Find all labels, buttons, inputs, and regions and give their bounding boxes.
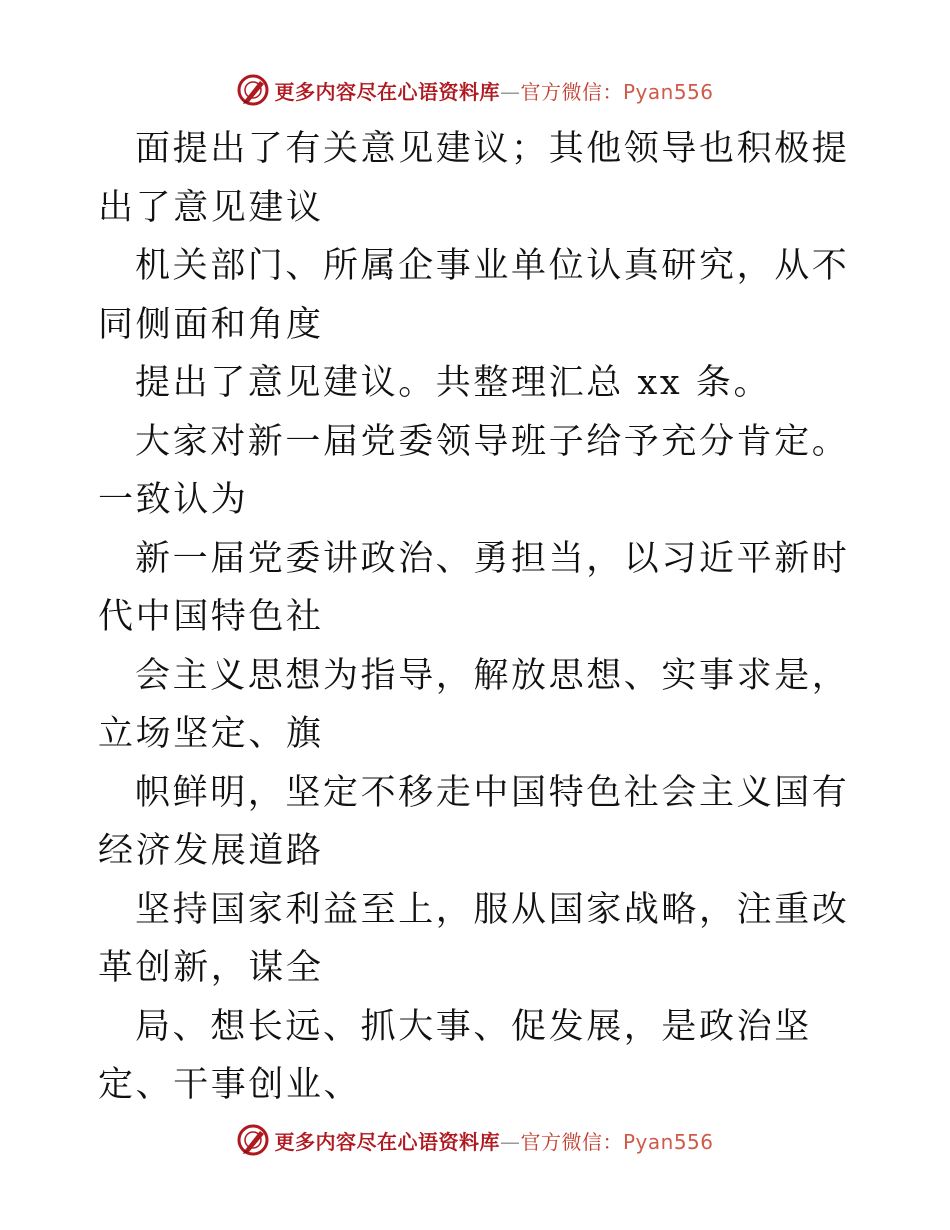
header-wechat-handle: Pyan556 — [622, 79, 714, 104]
paragraph: 会主义思想为指导，解放思想、实事求是，立场坚定、旗 — [98, 655, 850, 754]
footer-separator: — — [499, 1129, 521, 1154]
header-banner-text — [274, 76, 713, 105]
pen-circle-logo-icon — [236, 1123, 270, 1157]
footer-wechat-handle: Pyan556 — [622, 1129, 714, 1154]
paragraph: 大家对新一届党委领导班子给予充分肯定。一致认为 — [98, 421, 850, 520]
paragraph: 新一届党委讲政治、勇担当，以习近平新时代中国特色社 — [98, 538, 850, 637]
header-banner — [0, 70, 950, 110]
footer-banner — [0, 1120, 950, 1160]
paragraph: 帜鲜明，坚定不移走中国特色社会主义国有经济发展道路 — [98, 772, 850, 871]
pen-circle-logo-icon — [236, 73, 270, 107]
paragraph: 机关部门、所属企事业单位认真研究，从不同侧面和角度 — [98, 246, 850, 345]
footer-banner-text — [274, 1126, 713, 1155]
footer-wechat-label: 官方微信： — [520, 1129, 623, 1154]
header-separator: — — [499, 79, 521, 104]
paragraph: 提出了意见建议。共整理汇总 xx 条。 — [135, 363, 772, 403]
paragraph: 局、想长远、抓大事、促发展，是政治坚定、干事创业、 — [98, 1006, 812, 1105]
footer-brand-text: 更多内容尽在心语资料库 — [274, 1129, 500, 1154]
paragraph: 坚持国家利益至上，服从国家战略，注重改革创新，谋全 — [98, 889, 850, 988]
paragraph: 面提出了有关意见建议；其他领导也积极提出了意见建议 — [98, 129, 850, 228]
document-body — [98, 120, 858, 1115]
header-wechat-label: 官方微信： — [520, 79, 623, 104]
header-brand-text: 更多内容尽在心语资料库 — [274, 79, 500, 104]
